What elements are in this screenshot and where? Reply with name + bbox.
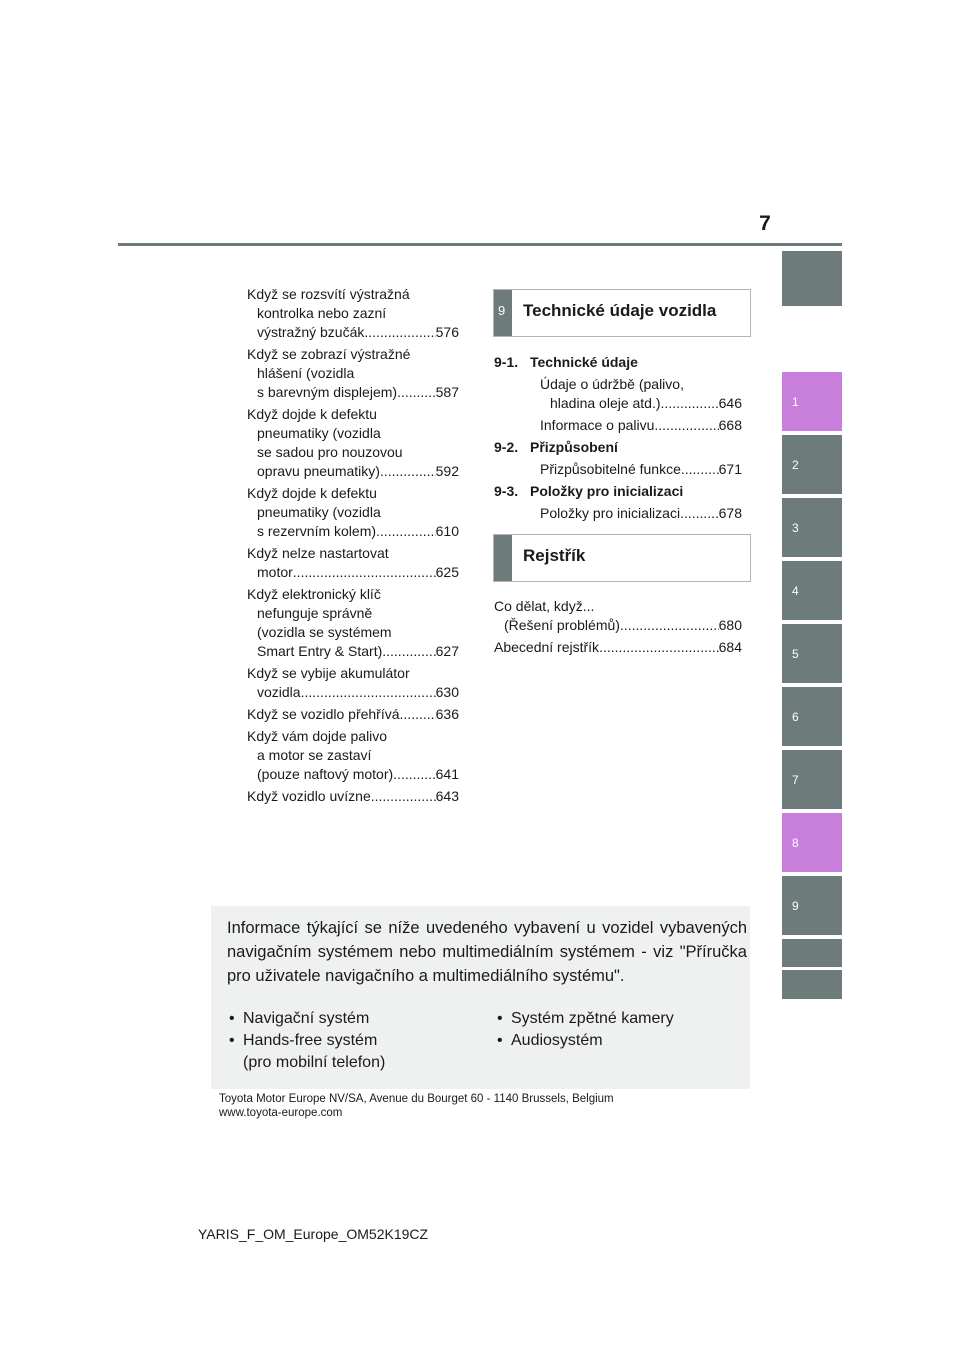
toc-entry-text: vozidla [257,684,301,700]
toc-leader-dots [301,683,436,702]
toc-entry-line: pneumatiky (vozidla [257,504,381,520]
toc-page-number: 671 [718,461,742,477]
section-9-header[interactable] [493,289,751,337]
subsection-title: Položky pro inicializaci [530,483,684,499]
toc-entry-last-line [257,765,459,784]
info-text: Informace týkající se níže uvedeného vybavení u vozidel vybavených navigačním systémem nebo multimediálním systémem - viz "Příručka pro uživatele navigačního a multimediálního systému". [227,919,747,985]
toc-page-number: 641 [435,766,459,782]
toc-entry[interactable] [494,375,742,413]
toc-entry-line: hlášení (vozidla [257,365,355,381]
toc-entry[interactable] [247,405,459,481]
header-rule [118,243,842,246]
toc-entry-line: (vozidla se systémem [257,624,392,640]
toc-entry-text: Abecední rejstřík [494,639,600,655]
toc-entry-text: hladina oleje atd.) [550,395,661,411]
toc-entry[interactable] [494,597,742,635]
toc-page-number: 643 [435,788,459,804]
chapter-tab-label: 1 [792,394,799,409]
toc-entry-text: motor [257,564,293,580]
chapter-tab-4[interactable] [782,561,842,620]
toc-leader-dots [680,504,719,523]
toc-entry-last-line [257,563,459,582]
section-title: Rejstřík [523,546,586,565]
toc-entry[interactable] [247,705,459,724]
toc-entry-text: opravu pneumatiky) [257,463,380,479]
toc-entry-last-line [540,504,742,523]
toc-page-number: 684 [718,639,742,655]
toc-leader-dots [393,765,435,784]
toc-leader-dots [376,522,436,541]
toc-leader-dots [654,416,718,435]
toc-page-number: 668 [718,417,742,433]
section-number: 9 [498,303,506,318]
toc-entry-last-line [540,394,742,413]
toc-entry-last-line [540,460,742,479]
toc-entry[interactable] [247,727,459,784]
toc-entry-last-line [247,787,459,806]
toc-entry-line: a motor se zastaví [257,747,372,763]
index-entries [494,597,742,660]
toc-entry-line: Údaje o údržbě (palivo, [540,376,684,392]
toc-page-number: 630 [435,684,459,700]
toc-entry-text: Přizpůsobitelné funkce [540,461,681,477]
chapter-tab-label: 6 [792,709,799,724]
bullet-item: • Hands-free systém [227,1030,385,1052]
toc-entry-line: nefunguje správně [257,605,373,621]
chapter-tab-label: 8 [792,835,799,850]
toc-leader-dots [400,705,436,724]
toc-entry-text: s rezervním kolem) [257,523,377,539]
chapter-tab-3[interactable] [782,498,842,557]
toc-entry-last-line [494,638,742,657]
toc-entry-line: Co dělat, když... [494,598,595,614]
toc-entry[interactable] [494,460,742,479]
toc-entry[interactable] [247,285,459,342]
toc-page-number: 680 [718,617,742,633]
toc-entry-text: (pouze naftový motor) [257,766,394,782]
subsection-heading[interactable] [494,353,742,372]
toc-entry-text: (Řešení problémů) [504,617,620,633]
toc-entry[interactable] [494,638,742,657]
section-number-band [494,290,512,336]
toc-entry-last-line [540,416,742,435]
toc-entry-last-line [257,522,459,541]
toc-entry-line: Když dojde k defektu [247,485,377,501]
toc-entry[interactable] [247,484,459,541]
chapter-tab-label: 4 [792,583,799,598]
toc-entry[interactable] [247,585,459,661]
toc-entry-text: výstražný bzučák [257,324,365,340]
toc-page-number: 625 [435,564,459,580]
chapter-tab-9[interactable] [782,876,842,935]
bullet-item: • Navigační systém [227,1008,385,1030]
toc-entry-text: Když vozidlo uvízne [247,788,371,804]
chapter-tab-label: 3 [792,520,799,535]
page-number: 7 [759,212,771,235]
toc-entry-line: Když se zobrazí výstražné [247,346,411,362]
toc-entry-last-line [257,383,459,402]
toc-leader-dots [382,642,435,661]
bullet-item: • Systém zpětné kamery [495,1008,674,1030]
toc-page-number: 592 [435,463,459,479]
toc-leader-dots [661,394,719,413]
toc-entry-last-line [247,705,459,724]
toc-leader-dots [293,563,436,582]
subsection-heading[interactable] [494,482,742,501]
chapter-tab-2[interactable] [782,435,842,494]
toc-page-number: 576 [435,324,459,340]
toc-entry-line: pneumatiky (vozidla [257,425,381,441]
toc-entry-line: Když se rozsvítí výstražná [247,286,410,302]
toc-entry-last-line [257,683,459,702]
toc-page-number: 587 [435,384,459,400]
toc-page-number: 636 [435,706,459,722]
footer-address-block [219,1092,614,1120]
chapter-tab-blank[interactable] [782,970,842,999]
toc-entry[interactable] [247,787,459,806]
toc-entry-last-line [257,462,459,481]
toc-entry-text: Informace o palivu [540,417,655,433]
toc-entry[interactable] [247,664,459,702]
chapter-tab-label: 7 [792,772,799,787]
toc-entry-line: Když nelze nastartovat [247,545,389,561]
chapter-tab-6[interactable] [782,687,842,746]
toc-leader-dots [599,638,719,657]
chapter-tab-1[interactable] [782,372,842,431]
subsection-number: 9-2. [494,439,519,455]
toc-entry-line: Když dojde k defektu [247,406,377,422]
document-id: YARIS_F_OM_Europe_OM52K19CZ [198,1226,429,1242]
bullet-list-right [495,1008,674,1052]
chapter-tab-7[interactable] [782,750,842,809]
toc-leader-dots [397,383,436,402]
toc-right-column [494,353,742,526]
toc-entry-line: Když se vybije akumulátor [247,665,410,681]
toc-entry-line: se sadou pro nouzovou [257,444,403,460]
chapter-tab-blank[interactable] [782,251,842,306]
toc-leader-dots [620,616,719,635]
toc-entry[interactable] [247,345,459,402]
chapter-tab-label: 9 [792,898,799,913]
section-title: Technické údaje vozidla [523,301,717,320]
chapter-tab-5[interactable] [782,624,842,683]
chapter-tab-blank[interactable] [782,939,842,967]
bullet-list-left [227,1008,385,1074]
toc-left-column [247,285,459,809]
bullet-item: • Audiosystém [495,1030,674,1052]
info-box [211,906,750,1089]
bullet-item-continuation: (pro mobilní telefon) [243,1054,386,1071]
toc-leader-dots [364,323,435,342]
toc-page-number: 678 [718,505,742,521]
subsection-title: Přizpůsobení [530,439,618,455]
subsection-number: 9-3. [494,483,519,499]
footer-address: Toyota Motor Europe NV/SA, Avenue du Bourget 60 - 1140 Brussels, Belgium [219,1093,614,1105]
toc-entry[interactable] [247,544,459,582]
index-section-header[interactable] [493,534,751,582]
footer-url[interactable]: www.toyota-europe.com [219,1107,343,1119]
chapter-tab-label: 2 [792,457,799,472]
toc-page-number: 610 [435,523,459,539]
subsection-title: Technické údaje [530,354,638,370]
toc-entry-line: Když elektronický klíč [247,586,381,602]
toc-entry-text: Položky pro inicializaci [540,505,681,521]
toc-entry-text: Smart Entry & Start) [257,643,383,659]
toc-entry-text: Když se vozidlo přehřívá [247,706,400,722]
toc-entry-last-line [257,642,459,661]
toc-entry[interactable] [494,504,742,523]
chapter-tab-label: 5 [792,646,799,661]
toc-entry-line: Když vám dojde palivo [247,728,388,744]
subsection-heading[interactable] [494,438,742,457]
toc-leader-dots [380,462,436,481]
toc-entry-last-line [257,323,459,342]
toc-leader-dots [681,460,719,479]
toc-entry-line: kontrolka nebo zazní [257,305,387,321]
subsection-number: 9-1. [494,354,519,370]
toc-entry[interactable] [494,416,742,435]
toc-entry-text: s barevným displejem) [257,384,398,400]
toc-page-number: 646 [718,395,742,411]
toc-leader-dots [371,787,436,806]
chapter-tab-8[interactable] [782,813,842,872]
toc-entry-last-line [494,616,742,635]
toc-page-number: 627 [435,643,459,659]
section-number-band [494,535,512,581]
